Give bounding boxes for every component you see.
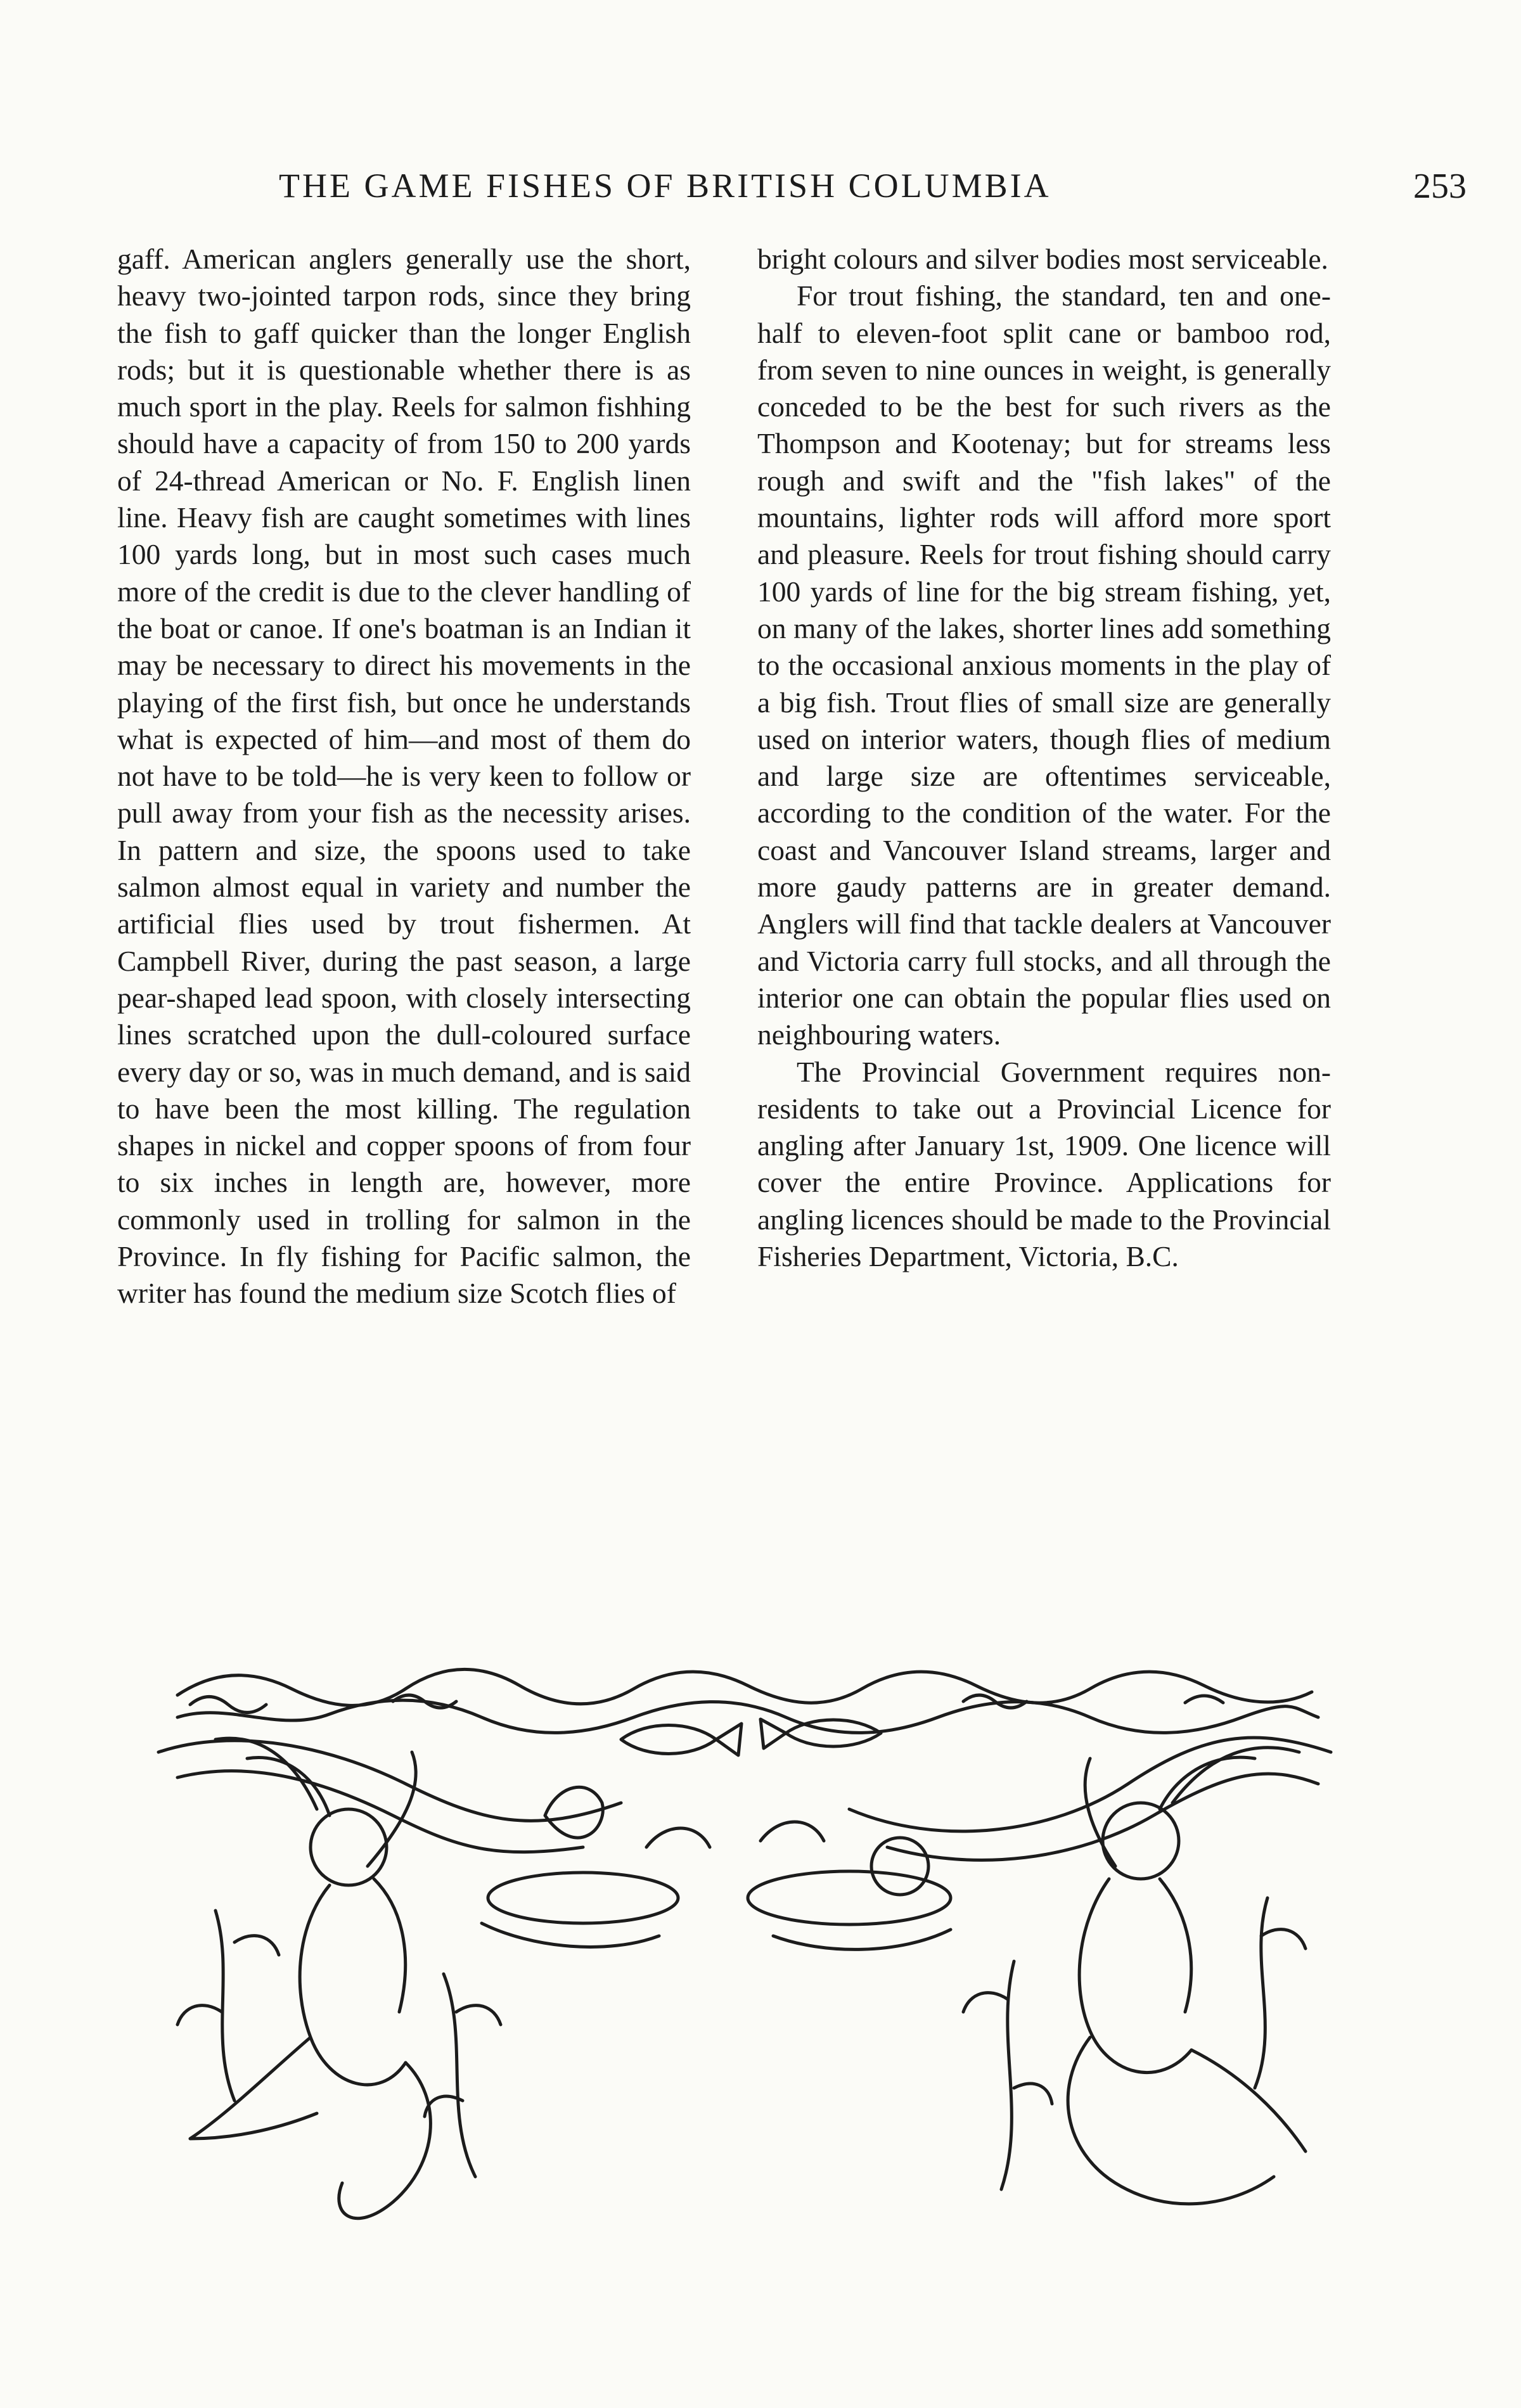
right-paragraph-3: The Provincial Government requires non-residents to take out a Provincial Licence for angling after January 1st, 1909. One licence will cover the entire Province. Applications for angling licences should be made to the Provincial Fisheries Department, Victoria, B.C.	[757, 1055, 1331, 1273]
left-paragraph-1: gaff. American anglers generally use the short, heavy two-jointed tarpon rods, since they bring the fish to gaff quicker than the longer English rods; but it is questionable whether there is as much sport in the play. Reels for salmon fishhing should have a capacity of from 150 to 200 yards of 24-thread American or No. F. English linen line. Heavy fish are caught sometimes with lines 100 yards long, but in most such cases much more of the credit is due to the clever handling of the boat or canoe. If one's boatman is an Indian it may be necessary to direct his movements in the playing of the first fish, but once he understands what is expected of him—and most of them do not have to be told—he is very keen to follow or pull away from your fish as the necessity arises. In pattern and size, the spoons used to take salmon almost equal in variety and number the artificial flies used by trout fishermen. At Campbell River, during the past season, a large pear-shaped lead spoon, with closely intersecting lines scratched upon the dull-coloured surface every day or so, was in much demand, and is said to have been the most killing. The regulation shapes in nickel and copper spoons of from four to six inches in length are, however, more commonly used in trolling for salmon in the Province. In fly fishing for Pacific salmon, the writer has found the medium size Scotch flies of	[117, 243, 691, 1310]
left-column	[117, 241, 691, 1312]
right-paragraph-1: bright colours and silver bodies most serviceable.	[757, 243, 1328, 275]
right-paragraph-2: For trout fishing, the standard, ten and one-half to eleven-foot split cane or bamboo rod, from seven to nine ounces in weight, is generally conceded to be the best for such rivers as the Thompson and Kootenay; but for streams less rough and swift and the "fish lakes" of the mountains, lighter rods will afford more sport and pleasure. Reels for trout fishing should carry 100 yards of line for the big stream fishing, yet, on many of the lakes, shorter lines add something to the occasional anxious moments in the play of a big fish. Trout flies of small size are generally used on interior waters, though flies of medium and large size are oftentimes serviceable, according to the condition of the water. For the coast and Vancouver Island streams, larger and more gaudy patterns are in greater demand. Anglers will find that tackle dealers at Vancouver and Victoria carry full stocks, and all through the interior one can obtain the popular flies used on neighbouring waters.	[757, 279, 1331, 1051]
fish-figures	[545, 1719, 928, 1895]
seaweed-foliage	[177, 1822, 1306, 2189]
running-title: THE GAME FISHES OF BRITISH COLUMBIA	[279, 167, 1051, 205]
water-waves	[158, 1738, 1331, 1949]
left-mermaid	[190, 1738, 430, 2219]
page-number: 253	[1413, 167, 1466, 206]
ornamental-border	[177, 1669, 1318, 1732]
mermaid-tailpiece-illustration	[139, 1657, 1344, 2291]
right-column	[757, 241, 1331, 1275]
right-mermaid	[1068, 1748, 1306, 2204]
